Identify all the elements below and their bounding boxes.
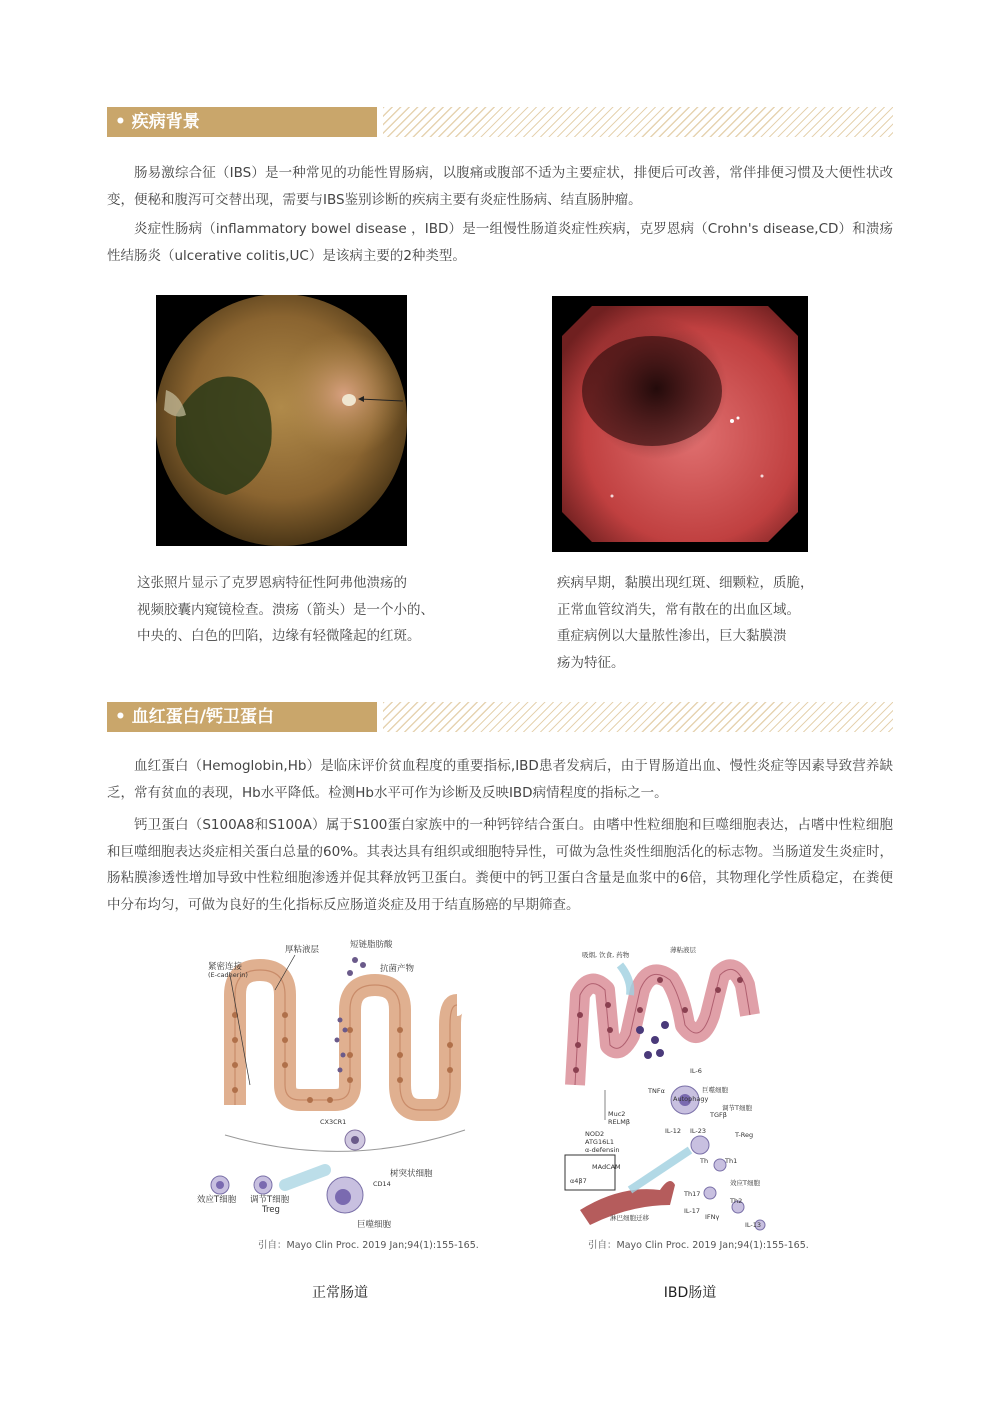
label-muc2: Muc2 — [608, 1110, 626, 1118]
caption-ibd-intestine: IBD肠道 — [663, 1285, 717, 1301]
label-antimicrobial: 抗菌产物 — [380, 964, 415, 974]
label-il17: IL-17 — [684, 1207, 701, 1215]
caption-normal-intestine: 正常肠道 — [312, 1285, 368, 1301]
paragraph-calprotectin: 钙卫蛋白（S100A8和S100A）属于S100蛋白家族中的一种钙锌结合蛋白。由嗜中性粒细胞和巨噬细胞表达，占嗜中性粒细胞和巨噬细胞表达炎症相关蛋白总量的60%。其表达具有组织或细胞特异性，可做为急性炎性细胞活化的标志物。当肠道发生炎症时，肠粘膜渗透性增加导致中性粒细胞渗透并促其释放钙卫蛋白。粪便中的钙卫蛋白含量是血浆中的6倍，其物理化学性质稳定，在粪便中分布均匀，可做为良好的生化指标反应肠道炎症及用于结直肠癌的早期筛查。 — [107, 817, 894, 913]
citation-right: 引自：Mayo Clin Proc. 2019 Jan;94(1):155-165. — [588, 1240, 809, 1251]
label-nod2: NOD2 — [585, 1130, 605, 1138]
label-scfa: 短链脂肪酸 — [350, 940, 393, 950]
label-th17: Th17 — [684, 1190, 701, 1198]
paragraph-ibs: 肠易激综合征（IBS）是一种常见的功能性胃肠病，以腹痛或腹部不适为主要症状，排便后可改善，常伴排便习惯及大便性状改变，便秘和腹泻可交替出现，需要与IBS鉴别诊断的疾病主要有炎症性肠病、结直肠肿瘤。 — [107, 165, 893, 208]
label-macrophage: 巨噬细胞 — [702, 1086, 728, 1094]
capsule-endoscopy-photo — [156, 295, 407, 546]
label-macrophage: 巨噬细胞 — [357, 1220, 392, 1230]
section-header-disease-background — [107, 107, 893, 137]
label-madcam: MAdCAM — [592, 1163, 621, 1171]
section-title: • 疾病背景 — [107, 107, 377, 137]
label-treg-cn: 调节T细胞 — [250, 1195, 290, 1205]
caption-line: 这张照片显示了克罗恩病特征性阿弗他溃疡的 — [137, 575, 407, 591]
label-th2: Th2 — [730, 1197, 743, 1205]
label-il13: IL-13 — [745, 1221, 762, 1229]
citation-left: 引自：Mayo Clin Proc. 2019 Jan;94(1):155-165. — [258, 1240, 479, 1251]
caption-line: 疾病早期，黏膜出现红斑、细颗粒，质脆， — [557, 575, 814, 591]
label-effector-t: 效应T细胞 — [730, 1179, 760, 1187]
normal-intestine-diagram — [195, 935, 485, 1255]
section-hatch-decoration — [383, 702, 893, 732]
caption-line: 中央的、白色的凹陷，边缘有轻微隆起的红斑。 — [137, 628, 421, 644]
label-il12: IL-12 — [665, 1127, 682, 1135]
label-thin-mucus: 薄粘液层 — [670, 946, 696, 954]
label-smoking-diet-drugs: 吸烟, 饮食, 药物 — [582, 951, 630, 959]
label-tgfb: TGFβ — [710, 1111, 727, 1119]
left-photo-caption — [137, 570, 434, 650]
label-dendritic: 树突状细胞 — [390, 1169, 433, 1179]
paragraph-ibd: 炎症性肠病（inflammatory bowel disease ，IBD）是一组慢性肠道炎症性疾病，克罗恩病（Crohn's disease,CD）和溃疡性结肠炎（ulcerative colitis,UC）是该病主要的2种类型。 — [107, 221, 893, 264]
section-header-hemoglobin-calprotectin — [107, 702, 893, 732]
label-treg: Treg — [262, 1205, 280, 1215]
label-cd14: CD14 — [373, 1180, 391, 1188]
caption-line: 正常血管纹消失，常有散在的出血区域。 — [557, 601, 800, 618]
label-th: Th — [700, 1157, 709, 1165]
label-il23: IL-23 — [690, 1127, 707, 1135]
label-lymph-migration: 淋巴细胞迁移 — [610, 1214, 649, 1222]
label-effector-t: 效应T细胞 — [197, 1195, 237, 1205]
ibd-intestine-diagram — [560, 935, 790, 1235]
paragraph-hemoglobin: 血红蛋白（Hemoglobin,Hb）是临床评价贫血程度的重要指标,IBD患者发病后，由于胃肠道出血、慢性炎症等因素导致营养缺乏，常有贫血的表现，Hb水平降低。检测Hb水平可作为诊断及反映IBD病情程度的指标之一。 — [107, 758, 893, 801]
section-hatch-decoration — [383, 107, 893, 137]
label-defensin: α-defensin — [585, 1146, 620, 1154]
label-ifng: IFNγ — [705, 1213, 720, 1221]
right-photo-caption — [557, 570, 814, 676]
label-integrin: α4β7 — [570, 1177, 587, 1185]
label-autophagy: Autophagy — [673, 1095, 709, 1103]
label-tnfa: TNFα — [648, 1087, 665, 1095]
caption-line: 重症病例以大量脓性渗出，巨大黏膜溃 — [557, 628, 787, 644]
label-treg-en: T-Reg — [735, 1131, 754, 1139]
label-cx3cr1: CX3CR1 — [320, 1118, 347, 1126]
label-atg16l1: ATG16L1 — [585, 1138, 614, 1146]
label-treg-cn: 调节T细胞 — [722, 1104, 752, 1112]
label-th1: Th1 — [725, 1157, 738, 1165]
label-e-cadherin: (E-cadherin) — [208, 971, 248, 979]
caption-line: 疡为特征。 — [557, 654, 625, 671]
label-tight-junction: 紧密连接 — [208, 962, 243, 972]
colonoscopy-photo — [552, 296, 808, 552]
section-title: • 血红蛋白/钙卫蛋白 — [107, 702, 377, 732]
label-thick-mucus: 厚粘液层 — [285, 945, 320, 955]
caption-line: 视频胶囊内窥镜检查。溃疡（箭头）是一个小的、 — [137, 601, 434, 618]
label-relmb: RELMβ — [608, 1118, 631, 1126]
label-il6: IL-6 — [690, 1067, 702, 1075]
